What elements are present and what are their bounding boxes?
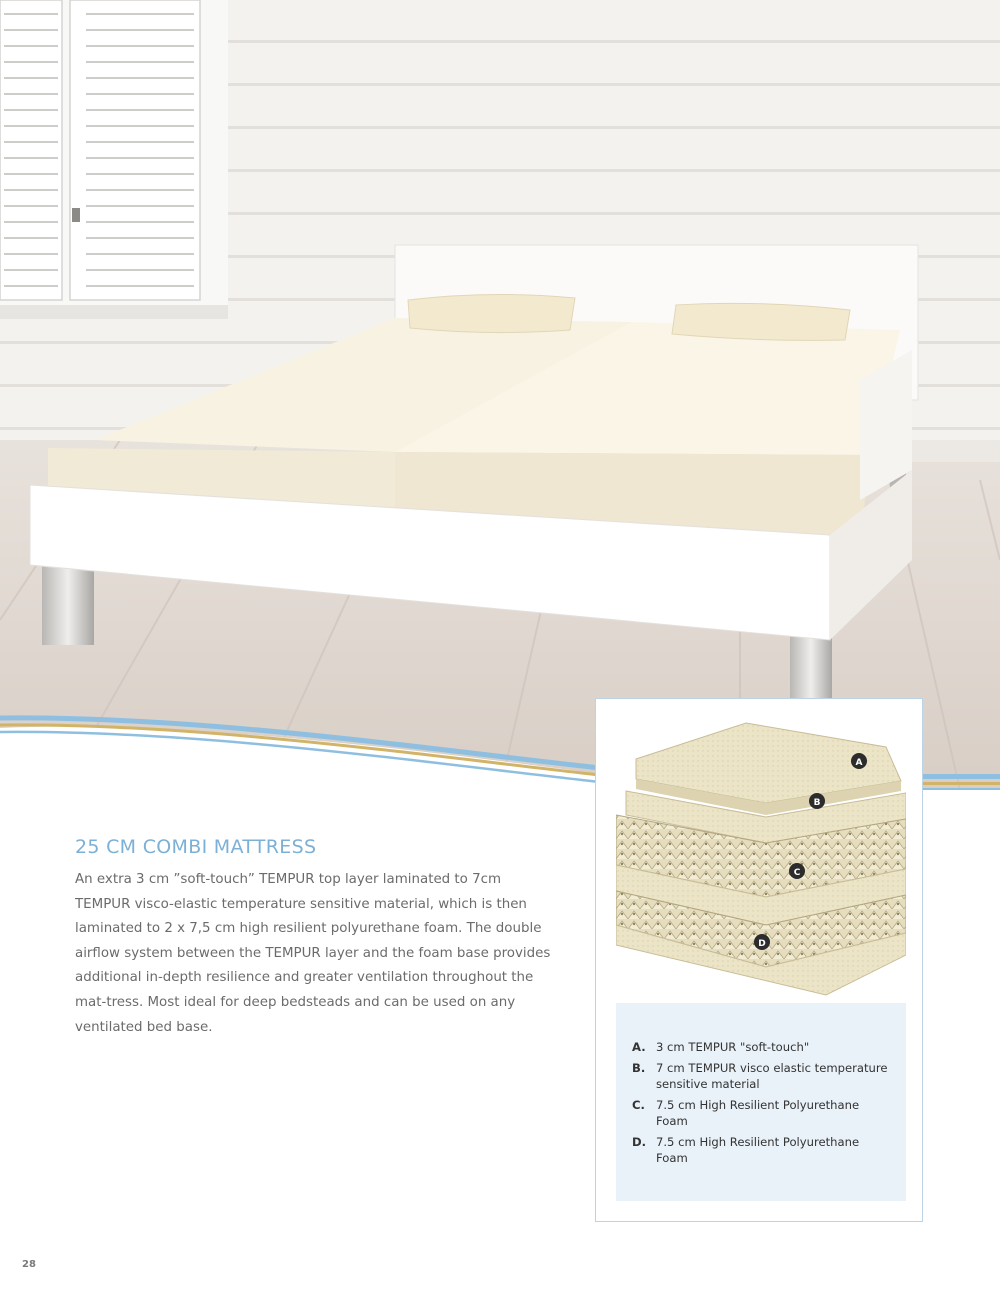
label-c-marker: [789, 863, 805, 879]
label-c: C: [793, 868, 801, 878]
legend-text: 7.5 cm High Resilient Polyurethane Foam: [656, 1098, 860, 1128]
layer-legend: [616, 1003, 906, 1201]
legend-item: [632, 1060, 892, 1092]
legend-key: D.: [632, 1135, 647, 1149]
legend-text: 7.5 cm High Resilient Polyurethane Foam: [656, 1135, 860, 1165]
page-number: 28: [22, 1259, 36, 1270]
label-a-marker: [851, 753, 867, 769]
label-b-marker: [809, 793, 825, 809]
legend-key: A.: [632, 1040, 646, 1054]
label-a: A: [855, 758, 863, 768]
label-b: B: [813, 798, 821, 808]
layer-diagram-panel: [595, 698, 923, 1222]
label-d-marker: [754, 934, 770, 950]
legend-item: [632, 1097, 892, 1129]
legend-item: [632, 1134, 892, 1166]
mattress-layer-diagram: [616, 719, 906, 999]
legend-text: 7 cm TEMPUR visco elastic temperature sensitive material: [656, 1061, 888, 1091]
legend-text: 3 cm TEMPUR "soft-touch": [656, 1040, 810, 1054]
legend-item: [632, 1039, 892, 1055]
legend-key: C.: [632, 1098, 645, 1112]
label-d: D: [758, 939, 766, 949]
product-description: An extra 3 cm ”soft-touch” TEMPUR top layer laminated to 7cm TEMPUR visco-elastic temperature sensitive material, which is then laminated to 2 x 7,5 cm high resilient polyurethane foam. The double airflow system between the TEMPUR layer and the foam base provides additional in-depth resilience and greater ventilation throughout the mat-tress. Most ideal for deep bedsteads and can be used on any ventilated bed base.: [75, 872, 551, 1035]
legend-key: B.: [632, 1061, 646, 1075]
page-title: 25 CM COMBI MATTRESS: [75, 836, 317, 858]
